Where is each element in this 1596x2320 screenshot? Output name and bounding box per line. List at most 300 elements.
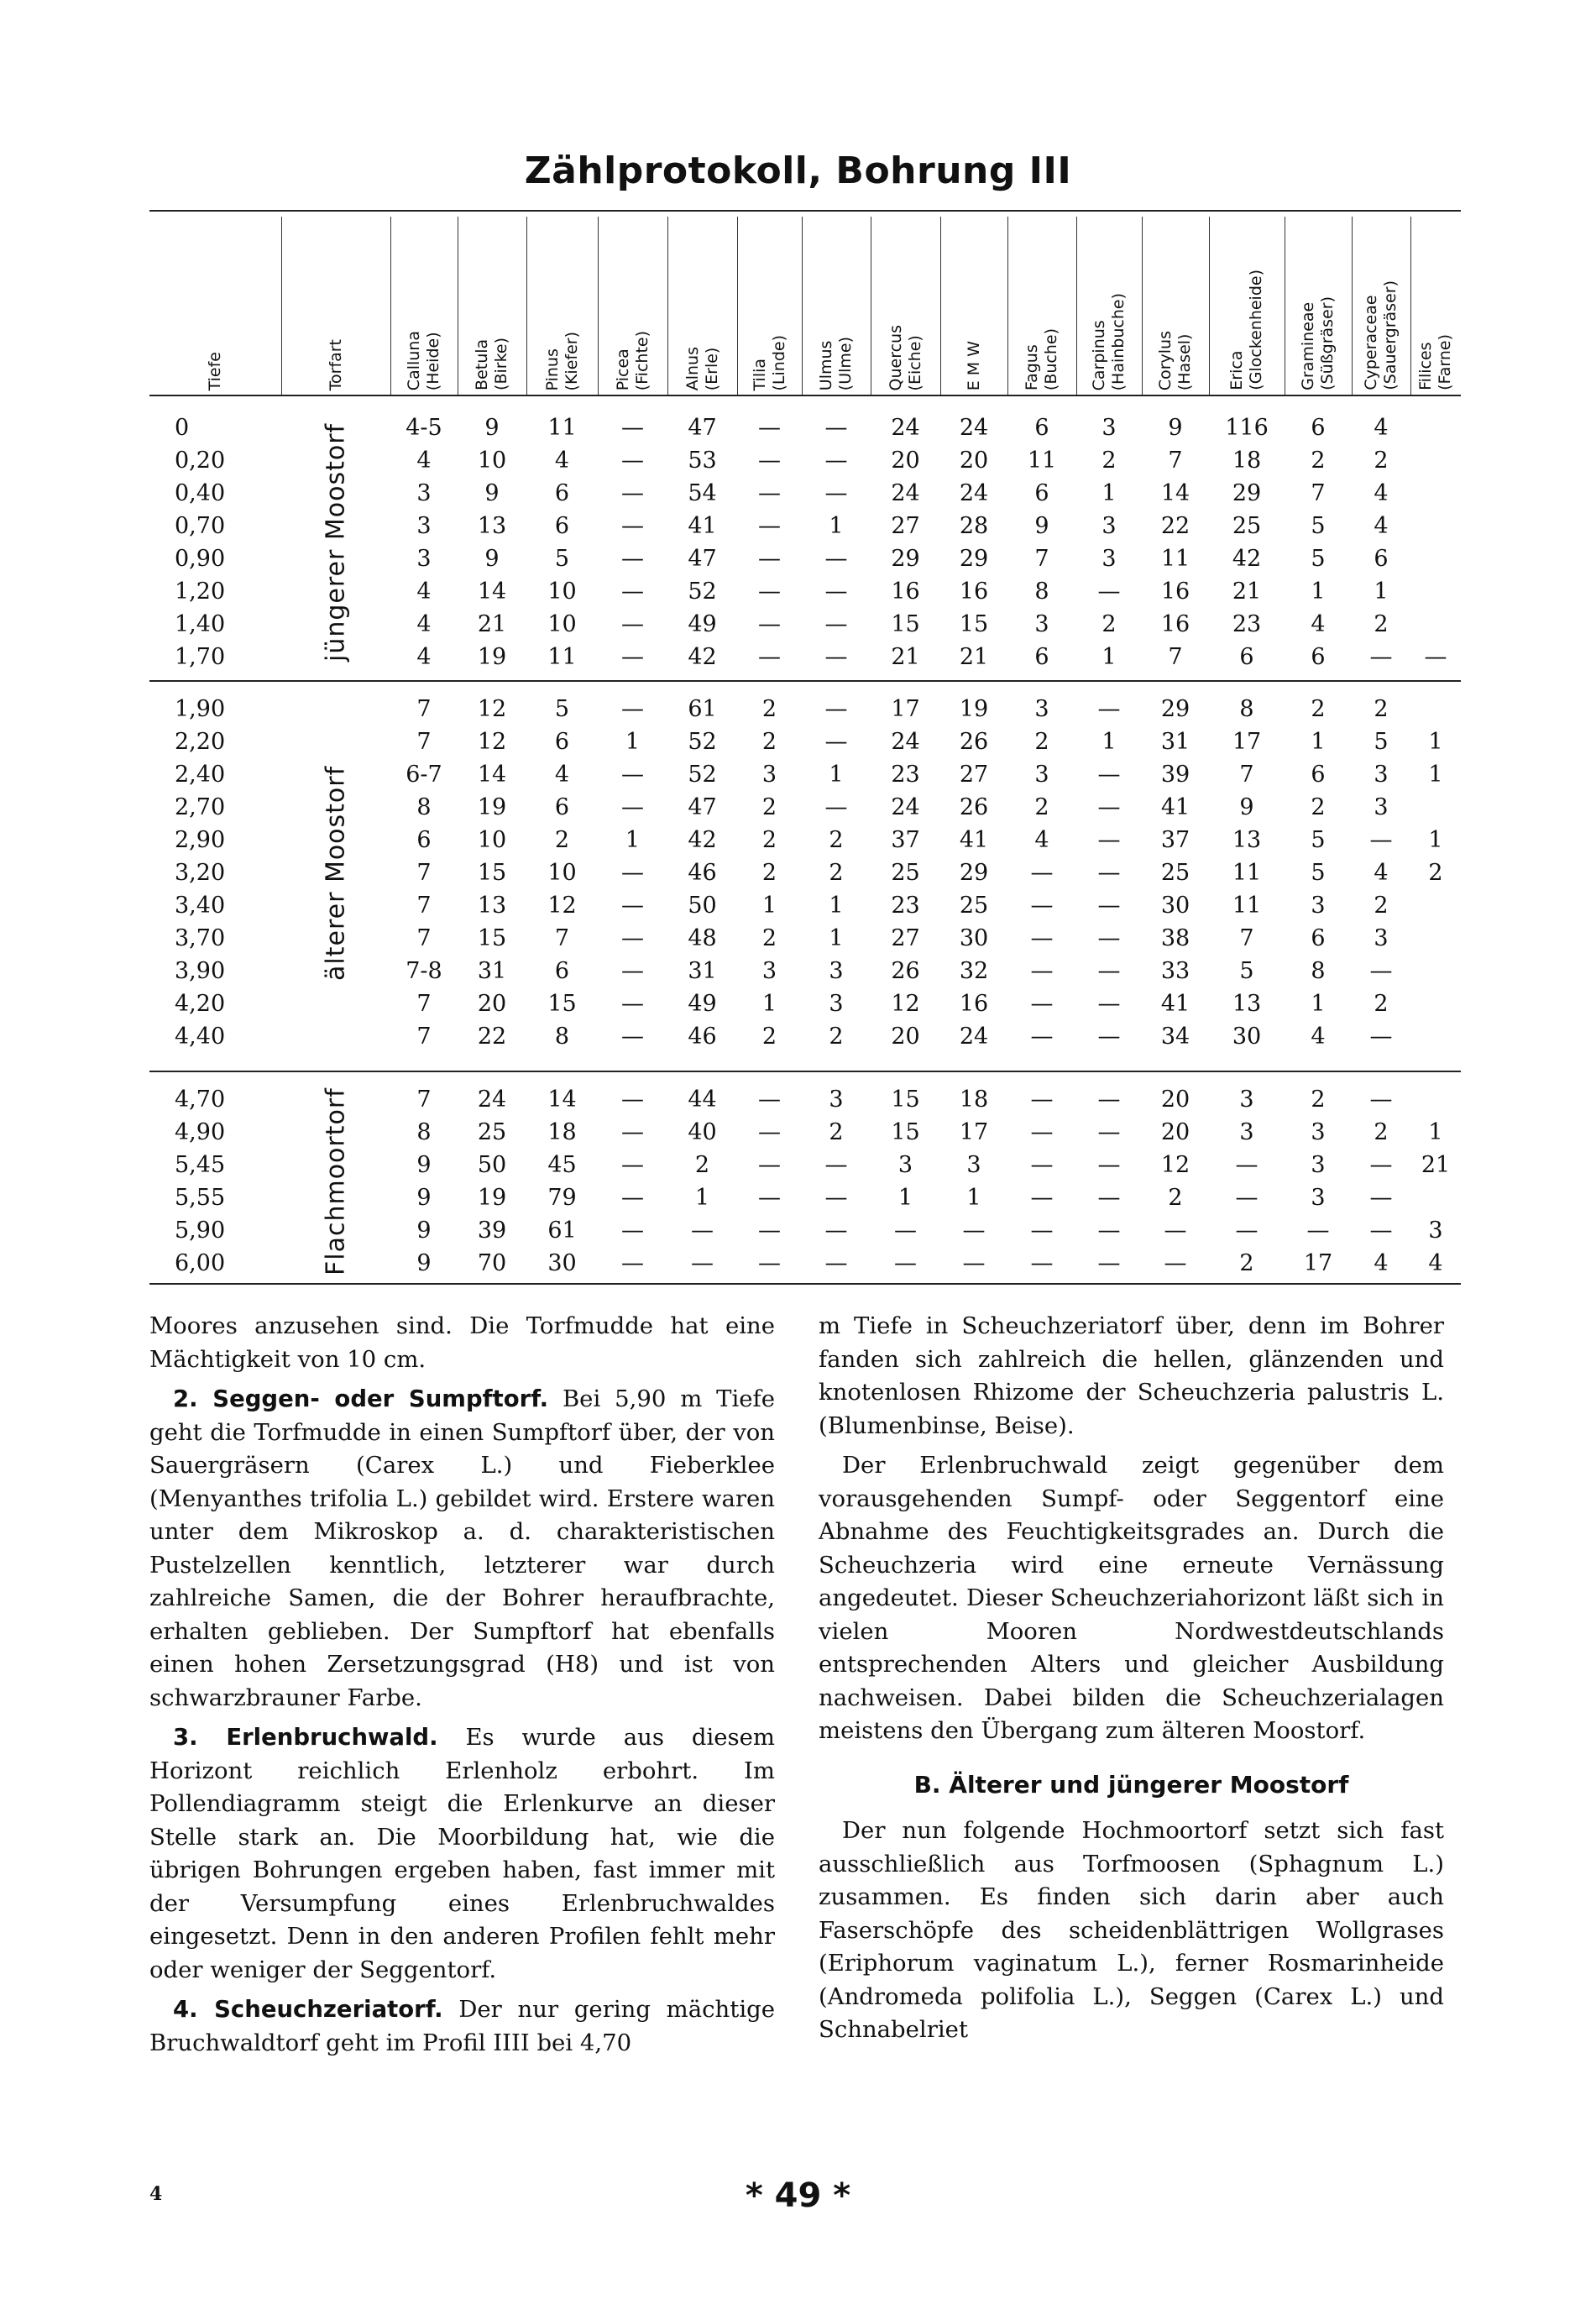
- value-cell: 20: [959, 448, 989, 474]
- value-cell: —: [1306, 1218, 1330, 1244]
- value-cell: 24: [891, 415, 920, 441]
- value-cell: 3: [1311, 1185, 1326, 1211]
- value-cell: 25: [1160, 860, 1190, 886]
- value-cell: —: [1369, 827, 1393, 853]
- value-cell: 3: [1374, 794, 1389, 820]
- value-cell: 2: [761, 696, 777, 722]
- column-header-label: Cyperaceae (Sauergräser): [1362, 280, 1400, 390]
- value-cell: 3: [1034, 611, 1049, 637]
- value-cell: —: [1097, 1024, 1121, 1050]
- group-separator-rule: [149, 680, 1461, 682]
- table-top-rule: [149, 210, 1461, 212]
- value-cell: 2: [1374, 1119, 1389, 1145]
- value-cell: 7-8: [406, 958, 442, 984]
- value-cell: 7: [416, 1024, 432, 1050]
- value-cell: —: [691, 1218, 714, 1244]
- value-cell: —: [894, 1218, 917, 1244]
- value-cell: —: [621, 991, 644, 1017]
- value-cell: 37: [1160, 827, 1190, 853]
- value-cell: 3: [1374, 762, 1389, 788]
- value-cell: 12: [477, 729, 507, 755]
- value-cell: 22: [1160, 513, 1190, 539]
- value-cell: 11: [1027, 448, 1057, 474]
- value-cell: 20: [1160, 1119, 1190, 1145]
- value-cell: 2: [1311, 794, 1326, 820]
- value-cell: 7: [1311, 480, 1326, 506]
- value-cell: 3: [416, 480, 432, 506]
- depth-cell: 4,40: [175, 1024, 226, 1050]
- value-cell: 7: [416, 860, 432, 886]
- value-cell: 20: [891, 448, 920, 474]
- value-cell: 6: [416, 827, 432, 853]
- value-cell: —: [758, 644, 781, 670]
- value-cell: 1: [761, 893, 777, 919]
- value-cell: 11: [547, 644, 577, 670]
- column-header-label: Ulmus (Ulme): [817, 336, 855, 390]
- value-cell: 20: [891, 1024, 920, 1050]
- value-cell: 8: [1239, 696, 1254, 722]
- value-cell: —: [1369, 644, 1393, 670]
- value-cell: —: [758, 579, 781, 605]
- value-cell: 6: [1311, 644, 1326, 670]
- value-cell: 4: [1374, 860, 1389, 886]
- value-cell: 41: [959, 827, 989, 853]
- value-cell: —: [758, 448, 781, 474]
- value-cell: 45: [547, 1152, 577, 1178]
- value-cell: 1: [966, 1185, 981, 1211]
- value-cell: 16: [1160, 579, 1190, 605]
- value-cell: 53: [688, 448, 717, 474]
- value-cell: 31: [1160, 729, 1190, 755]
- value-cell: 6: [1239, 644, 1254, 670]
- value-cell: 14: [477, 579, 507, 605]
- value-cell: 42: [1232, 546, 1262, 572]
- value-cell: 19: [477, 644, 507, 670]
- value-cell: —: [691, 1250, 714, 1276]
- value-cell: 13: [477, 893, 507, 919]
- value-cell: 5: [554, 696, 570, 722]
- column-header: [1209, 214, 1285, 390]
- column-header: [598, 214, 667, 390]
- value-cell: —: [1097, 925, 1121, 951]
- value-cell: —: [621, 696, 644, 722]
- depth-cell: 0,40: [175, 480, 226, 506]
- table-bottom-rule: [149, 1283, 1461, 1285]
- depth-cell: 0: [175, 415, 190, 441]
- value-cell: 20: [1160, 1087, 1190, 1113]
- value-cell: 1: [897, 1185, 913, 1211]
- value-cell: 52: [688, 762, 717, 788]
- value-cell: —: [758, 480, 781, 506]
- value-cell: —: [621, 958, 644, 984]
- peat-type-label: jüngerer Moostorf: [321, 422, 351, 662]
- value-cell: —: [1030, 1087, 1054, 1113]
- value-cell: 23: [891, 762, 920, 788]
- value-cell: —: [1097, 1250, 1121, 1276]
- value-cell: 34: [1160, 1024, 1190, 1050]
- value-cell: 10: [547, 860, 577, 886]
- value-cell: —: [824, 1185, 848, 1211]
- peat-type-label: Flachmoortorf: [321, 1087, 351, 1275]
- value-cell: —: [1097, 958, 1121, 984]
- value-cell: —: [1097, 893, 1121, 919]
- value-cell: —: [621, 1024, 644, 1050]
- column-header-label: Betula (Birke): [473, 338, 510, 390]
- depth-cell: 1,70: [175, 644, 226, 670]
- depth-cell: 3,40: [175, 893, 226, 919]
- depth-cell: 2,20: [175, 729, 226, 755]
- value-cell: 7: [1239, 925, 1254, 951]
- value-cell: —: [1097, 1185, 1121, 1211]
- value-cell: 31: [477, 958, 507, 984]
- depth-cell: 3,90: [175, 958, 226, 984]
- value-cell: 4: [416, 644, 432, 670]
- value-cell: 1: [1311, 579, 1326, 605]
- value-cell: 3: [829, 1087, 844, 1113]
- value-cell: 42: [688, 644, 717, 670]
- value-cell: 5: [554, 546, 570, 572]
- value-cell: 25: [891, 860, 920, 886]
- value-cell: —: [1097, 827, 1121, 853]
- value-cell: 6: [554, 794, 570, 820]
- value-cell: 3: [761, 762, 777, 788]
- value-cell: 1: [625, 827, 641, 853]
- value-cell: 7: [416, 729, 432, 755]
- value-cell: 26: [959, 729, 989, 755]
- column-header-label: Torfart: [326, 338, 345, 390]
- value-cell: —: [1164, 1218, 1187, 1244]
- value-cell: 23: [1232, 611, 1262, 637]
- value-cell: 5: [1311, 513, 1326, 539]
- value-cell: 70: [477, 1250, 507, 1276]
- value-cell: —: [1030, 860, 1054, 886]
- column-header-label: Pinus (Kiefer): [542, 331, 581, 390]
- value-cell: —: [1097, 579, 1121, 605]
- value-cell: 1: [1428, 729, 1443, 755]
- value-cell: —: [758, 546, 781, 572]
- value-cell: 5: [1374, 729, 1389, 755]
- value-cell: 14: [547, 1087, 577, 1113]
- column-header: [737, 214, 802, 390]
- value-cell: 17: [1303, 1250, 1333, 1276]
- value-cell: 7: [1168, 644, 1183, 670]
- column-header: [1007, 214, 1076, 390]
- value-cell: —: [758, 611, 781, 637]
- value-cell: —: [1369, 1218, 1393, 1244]
- column-header: [281, 214, 390, 390]
- value-cell: 1: [1311, 729, 1326, 755]
- paragraph-text: Moores anzusehen sind. Die Torfmudde hat eine Mächtigkeit von 10 cm.: [149, 1312, 775, 1373]
- value-cell: 9: [1034, 513, 1049, 539]
- value-cell: 21: [891, 644, 920, 670]
- value-cell: 2: [761, 1024, 777, 1050]
- value-cell: 5: [1311, 827, 1326, 853]
- value-cell: 4: [1311, 1024, 1326, 1050]
- value-cell: 10: [547, 611, 577, 637]
- depth-cell: 3,20: [175, 860, 226, 886]
- value-cell: 2: [1374, 448, 1389, 474]
- value-cell: 9: [1239, 794, 1254, 820]
- value-cell: 28: [959, 513, 989, 539]
- value-cell: 37: [891, 827, 920, 853]
- value-cell: 12: [547, 893, 577, 919]
- value-cell: 10: [477, 448, 507, 474]
- value-cell: 25: [1232, 513, 1262, 539]
- value-cell: 2: [829, 1119, 844, 1145]
- value-cell: 9: [484, 480, 500, 506]
- paragraph-heading: 4. Scheuchzeriatorf.: [173, 1996, 443, 2023]
- value-cell: —: [1369, 1185, 1393, 1211]
- value-cell: 41: [688, 513, 717, 539]
- column-header: [667, 214, 737, 390]
- value-cell: 6: [554, 513, 570, 539]
- value-cell: 16: [959, 579, 989, 605]
- value-cell: 2: [1374, 893, 1389, 919]
- value-cell: —: [621, 1185, 644, 1211]
- value-cell: 4-5: [406, 415, 442, 441]
- value-cell: 4: [1428, 1250, 1443, 1276]
- column-header: [390, 214, 458, 390]
- value-cell: 23: [891, 893, 920, 919]
- value-cell: 29: [959, 860, 989, 886]
- paragraph-text: Bei 5,90 m Tiefe geht die Torfmudde in einen Sumpftorf über, der von Sauergräsern (Carex L.) und Fieberklee (Menyanthes trifolia L.) gebildet wird. Erstere waren unter dem Mikroskop a. d. charakteristischen Pustelzellen kenntlich, letzterer war durch zahlreiche Samen, die der Bohrer heraufbrachte, erhalten geblieben. Der Sumpftorf hat ebenfalls einen hohen Zersetzungsgrad (H8) und ist von schwarzbrauner Farbe.: [149, 1385, 775, 1711]
- value-cell: —: [1164, 1250, 1187, 1276]
- value-cell: —: [1030, 1218, 1054, 1244]
- depth-cell: 5,45: [175, 1152, 226, 1178]
- column-header-label: E M W: [964, 340, 983, 390]
- value-cell: 1: [761, 991, 777, 1017]
- paragraph: [149, 1721, 775, 1987]
- value-cell: 1: [1374, 579, 1389, 605]
- column-header-label: Picea (Fichte): [613, 330, 651, 390]
- value-cell: 42: [688, 827, 717, 853]
- peat-type-label: älterer Moostorf: [321, 765, 351, 981]
- value-cell: 4: [554, 762, 570, 788]
- value-cell: 27: [891, 925, 920, 951]
- value-cell: 17: [959, 1119, 989, 1145]
- depth-cell: 4,70: [175, 1087, 226, 1113]
- value-cell: 1: [1102, 729, 1117, 755]
- column-header-label: Fagus (Buche): [1023, 327, 1060, 390]
- right-text-column: [819, 1310, 1444, 2054]
- column-header: [1352, 214, 1410, 390]
- depth-cell: 0,20: [175, 448, 226, 474]
- value-cell: 32: [959, 958, 989, 984]
- value-cell: 3: [1102, 513, 1117, 539]
- value-cell: 19: [477, 1185, 507, 1211]
- value-cell: 8: [554, 1024, 570, 1050]
- value-cell: 4: [554, 448, 570, 474]
- value-cell: 3: [1311, 893, 1326, 919]
- value-cell: 4: [1034, 827, 1049, 853]
- value-cell: —: [824, 1218, 848, 1244]
- value-cell: 24: [959, 480, 989, 506]
- value-cell: —: [1097, 1087, 1121, 1113]
- value-cell: 3: [829, 991, 844, 1017]
- value-cell: —: [824, 448, 848, 474]
- group-separator-rule: [149, 1071, 1461, 1072]
- value-cell: 41: [1160, 794, 1190, 820]
- value-cell: 9: [416, 1218, 432, 1244]
- value-cell: —: [1369, 1152, 1393, 1178]
- value-cell: —: [1097, 794, 1121, 820]
- value-cell: 7: [1239, 762, 1254, 788]
- value-cell: 3: [1102, 415, 1117, 441]
- value-cell: 2: [1102, 611, 1117, 637]
- value-cell: 7: [416, 1087, 432, 1113]
- value-cell: 2: [1034, 794, 1049, 820]
- value-cell: 1: [625, 729, 641, 755]
- value-cell: 24: [959, 415, 989, 441]
- value-cell: 33: [1160, 958, 1190, 984]
- value-cell: —: [621, 415, 644, 441]
- value-cell: —: [758, 1119, 781, 1145]
- value-cell: 15: [547, 991, 577, 1017]
- value-cell: 4: [1374, 480, 1389, 506]
- value-cell: 12: [477, 696, 507, 722]
- value-cell: 2: [1374, 611, 1389, 637]
- value-cell: 52: [688, 729, 717, 755]
- paragraph: m Tiefe in Scheuchzeriatorf über, denn im Bohrer fanden sich zahlreich die hellen, glänzenden und knotenlosen Rhizome der Scheuchzeria palustris L. (Blumenbinse, Beise).: [819, 1312, 1444, 1439]
- value-cell: 22: [477, 1024, 507, 1050]
- value-cell: —: [621, 1152, 644, 1178]
- value-cell: —: [1030, 893, 1054, 919]
- value-cell: 4: [416, 448, 432, 474]
- value-cell: 2: [761, 925, 777, 951]
- value-cell: 24: [891, 480, 920, 506]
- page-number: * 49 *: [745, 2176, 851, 2215]
- value-cell: 25: [477, 1119, 507, 1145]
- signature-mark: 4: [149, 2183, 163, 2205]
- value-cell: 17: [1232, 729, 1262, 755]
- value-cell: —: [824, 1152, 848, 1178]
- column-header: [1076, 214, 1142, 390]
- page-title: Zählprotokoll, Bohrung III: [524, 149, 1072, 192]
- value-cell: 6: [1034, 480, 1049, 506]
- value-cell: 11: [1232, 860, 1262, 886]
- value-cell: 1: [694, 1185, 710, 1211]
- value-cell: 2: [554, 827, 570, 853]
- value-cell: 5: [1311, 546, 1326, 572]
- value-cell: 38: [1160, 925, 1190, 951]
- value-cell: 7: [1168, 448, 1183, 474]
- value-cell: 49: [688, 991, 717, 1017]
- value-cell: —: [824, 546, 848, 572]
- value-cell: 2: [1102, 448, 1117, 474]
- value-cell: 3: [966, 1152, 981, 1178]
- column-header-label: Tilia (Linde): [750, 334, 788, 390]
- value-cell: 3: [1311, 1119, 1326, 1145]
- value-cell: 5: [1239, 958, 1254, 984]
- value-cell: 4: [1311, 611, 1326, 637]
- value-cell: —: [621, 579, 644, 605]
- value-cell: 1: [829, 513, 844, 539]
- value-cell: 6: [554, 729, 570, 755]
- depth-cell: 3,70: [175, 925, 226, 951]
- paragraph-text: Der nur gering mächtige Bruchwaldtorf geht im Profil IIII bei 4,70: [149, 1996, 775, 2056]
- column-header-label: Carpinus (Hainbuche): [1090, 292, 1128, 390]
- value-cell: —: [621, 546, 644, 572]
- value-cell: 25: [959, 893, 989, 919]
- value-cell: 14: [477, 762, 507, 788]
- value-cell: 1: [1428, 1119, 1443, 1145]
- value-cell: 14: [1160, 480, 1190, 506]
- value-cell: 7: [416, 696, 432, 722]
- value-cell: 21: [959, 644, 989, 670]
- value-cell: 39: [477, 1218, 507, 1244]
- value-cell: 12: [1160, 1152, 1190, 1178]
- value-cell: 3: [1239, 1087, 1254, 1113]
- value-cell: 6: [1034, 415, 1049, 441]
- value-cell: —: [621, 1250, 644, 1276]
- value-cell: 50: [688, 893, 717, 919]
- depth-cell: 0,70: [175, 513, 226, 539]
- value-cell: 2: [1428, 860, 1443, 886]
- value-cell: —: [1030, 991, 1054, 1017]
- value-cell: —: [1030, 958, 1054, 984]
- value-cell: 5: [1311, 860, 1326, 886]
- value-cell: —: [1097, 991, 1121, 1017]
- value-cell: 10: [547, 579, 577, 605]
- value-cell: —: [824, 794, 848, 820]
- column-header: [802, 214, 871, 390]
- value-cell: 3: [829, 958, 844, 984]
- value-cell: 2: [829, 860, 844, 886]
- value-cell: 11: [1232, 893, 1262, 919]
- value-cell: 15: [959, 611, 989, 637]
- value-cell: 49: [688, 611, 717, 637]
- value-cell: 11: [1160, 546, 1190, 572]
- value-cell: 2: [1374, 991, 1389, 1017]
- depth-cell: 1,40: [175, 611, 226, 637]
- value-cell: 7: [416, 925, 432, 951]
- value-cell: 7: [416, 893, 432, 919]
- column-header-label: Corylus (Hasel): [1156, 330, 1194, 390]
- value-cell: —: [621, 480, 644, 506]
- value-cell: 50: [477, 1152, 507, 1178]
- value-cell: 15: [891, 1087, 920, 1113]
- value-cell: 24: [959, 1024, 989, 1050]
- value-cell: —: [621, 762, 644, 788]
- value-cell: 54: [688, 480, 717, 506]
- value-cell: —: [1369, 1087, 1393, 1113]
- value-cell: 20: [477, 991, 507, 1017]
- value-cell: —: [758, 1152, 781, 1178]
- value-cell: 1: [1428, 827, 1443, 853]
- value-cell: —: [758, 415, 781, 441]
- value-cell: —: [824, 579, 848, 605]
- value-cell: —: [621, 860, 644, 886]
- value-cell: 29: [959, 546, 989, 572]
- depth-cell: 6,00: [175, 1250, 226, 1276]
- value-cell: —: [1097, 1152, 1121, 1178]
- value-cell: 30: [959, 925, 989, 951]
- value-cell: —: [962, 1218, 986, 1244]
- value-cell: —: [621, 1218, 644, 1244]
- depth-cell: 0,90: [175, 546, 226, 572]
- value-cell: 6: [1034, 644, 1049, 670]
- value-cell: 40: [688, 1119, 717, 1145]
- value-cell: —: [1097, 860, 1121, 886]
- value-cell: 24: [891, 729, 920, 755]
- value-cell: 15: [891, 1119, 920, 1145]
- value-cell: —: [758, 513, 781, 539]
- value-cell: —: [758, 1185, 781, 1211]
- value-cell: 29: [1160, 696, 1190, 722]
- value-cell: 8: [1311, 958, 1326, 984]
- value-cell: 2: [761, 729, 777, 755]
- column-header: [149, 214, 281, 390]
